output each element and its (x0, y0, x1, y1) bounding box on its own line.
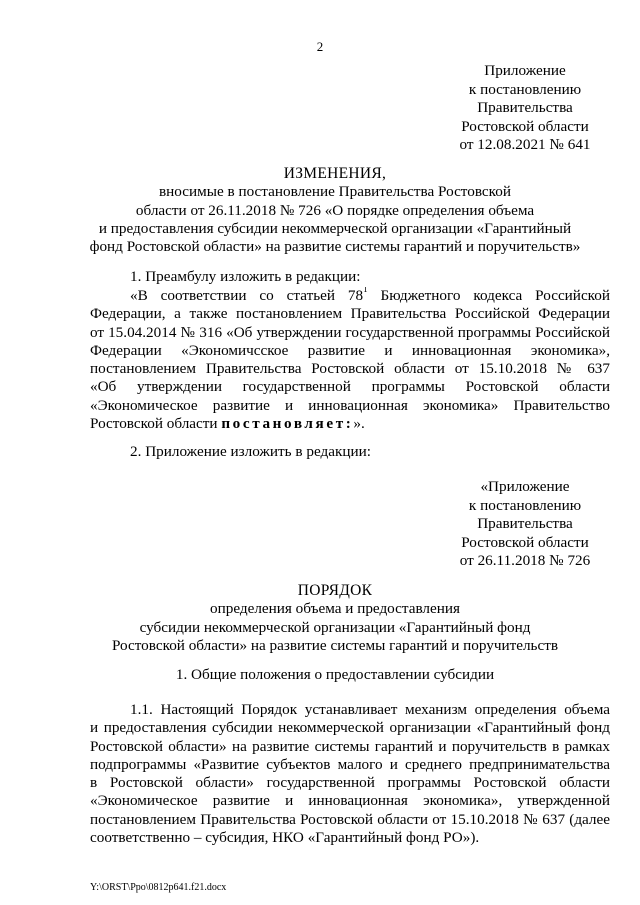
changes-subtitle-line: вносимые в постановление Правительства Ростовской (158, 183, 511, 201)
appendix-line: от 26.11.2018 № 726 (459, 552, 591, 569)
order-subtitle-line: определения объема и предоставления (210, 600, 460, 618)
preamble-line: Федерации «Экономичсское развитие и инновационная экономика», (90, 341, 610, 359)
clause-line: в Ростовской области» государственной программы Ростовской области (90, 774, 610, 792)
preamble-last-end: ». (353, 415, 365, 433)
footer-file-path: Y:\ORST\Ppo\0812p641.f21.docx (90, 882, 227, 893)
preamble-line1-end: Бюджетного кодекса Российской (367, 287, 610, 304)
clause-line: 1.1. Настоящий Порядок устанавливает механизм определения объема (130, 701, 610, 718)
appendix-header-top (440, 62, 610, 155)
superscript: 1 (363, 287, 368, 294)
item2-heading: 2. Приложение изложить в редакции: (130, 443, 371, 460)
clause-1-1 (90, 701, 610, 847)
page-number: 2 (316, 39, 324, 54)
clause-line: «Экономическое развитие и инновационная экономика», утвержденной (90, 792, 610, 810)
appendix-line: Приложение (484, 62, 566, 79)
changes-heading (60, 165, 610, 256)
appendix-line: к постановлению (468, 496, 582, 514)
clause-line: Ростовской области» на развитие системы гарантий и поручительств в рамках (90, 737, 610, 755)
changes-subtitle-line: и предоставления субсидии некоммерческой организации «Гарантийный (98, 219, 572, 237)
item1-heading: 1. Преамбулу изложить в редакции: (130, 268, 361, 285)
preamble-paragraph (90, 287, 610, 433)
resolution-word: постановляет: (221, 415, 354, 433)
preamble-line: «Об утверждении государственной программы Ростовской области (90, 378, 610, 396)
clause-line: подпрограммы «Развитие субъектов малого и среднего предпринимательства (90, 755, 610, 773)
appendix-line: Правительства (477, 99, 573, 116)
section1-heading: 1. Общие положения о предоставлении субсидии (175, 666, 495, 683)
preamble-line: «Экономическое развитие и инновационная экономика» Правительство (90, 396, 610, 414)
preamble-line (90, 287, 610, 305)
changes-subtitle-line: области от 26.11.2018 № 726 «О порядке определения объема (135, 201, 535, 219)
changes-subtitle-line: фонд Ростовской области» на развитие системы гарантий и поручительств» (89, 238, 581, 256)
preamble-line1-start: «В соответствии со статьей 78 (130, 287, 364, 304)
appendix-line: Ростовской области (461, 117, 589, 135)
clause-line: и предоставления субсидии некоммерческой организации «Гарантийный фонд (90, 719, 610, 737)
preamble-line: Федерации, а также постановлением Правительства Российской Федерации (90, 305, 610, 323)
order-subtitle-line: Ростовской области» на развитие системы гарантий и поручительств (111, 636, 559, 654)
preamble-last-start: Ростовской области (90, 415, 222, 433)
order-heading (60, 582, 610, 655)
clause-line: постановлением Правительства Ростовской области от 15.10.2018 № 637 (далее (90, 810, 610, 828)
preamble-line (90, 415, 610, 433)
appendix-line: Правительства (477, 515, 573, 532)
appendix-line: от 12.08.2021 № 641 (459, 136, 591, 153)
appendix-header-second (440, 478, 610, 571)
preamble-line: постановлением Правительства Ростовской области от 15.10.2018 № 637 (90, 360, 610, 378)
appendix-line: Ростовской области (461, 533, 589, 551)
changes-title: ИЗМЕНЕНИЯ, (283, 165, 387, 182)
clause-line: соответственно – субсидия, НКО «Гарантийный фонд РО»). (90, 829, 480, 847)
order-title: ПОРЯДОК (297, 582, 373, 599)
appendix-line: «Приложение (480, 478, 570, 495)
appendix-line: к постановлению (468, 80, 582, 98)
order-subtitle-line: субсидии некоммерческой организации «Гарантийный фонд (139, 618, 531, 636)
preamble-line: от 15.04.2014 № 316 «Об утверждении государственной программы Российской (90, 323, 610, 341)
